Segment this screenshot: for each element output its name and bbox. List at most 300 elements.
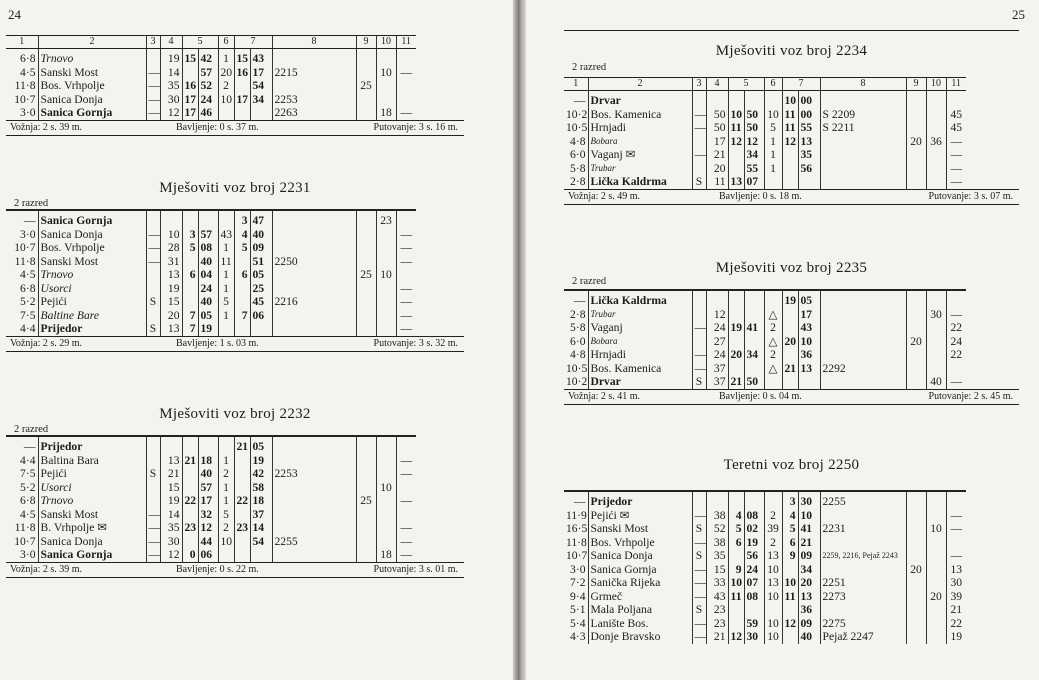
col-10-cell	[376, 255, 396, 269]
run-minutes-cell: 12	[160, 548, 182, 562]
col-9-cell	[906, 375, 926, 389]
run-minutes-cell: 21	[160, 467, 182, 481]
crossing-cell	[272, 268, 356, 282]
col-10-cell	[926, 348, 946, 362]
arrival-hour-cell	[728, 491, 744, 509]
col-11-cell: 13	[946, 563, 966, 577]
crossing-cell	[820, 603, 906, 617]
departure-minute-cell	[798, 375, 820, 389]
stop-code-cell: S	[692, 175, 706, 189]
arrival-minute-cell: 40	[198, 295, 218, 309]
stop-code-cell: —	[146, 508, 160, 522]
departure-hour-cell: 5	[782, 522, 798, 536]
departure-hour-cell: 3	[782, 491, 798, 509]
run-minutes-cell: 21	[706, 148, 728, 162]
stop-minutes-cell	[764, 603, 782, 617]
col-11-cell: —	[396, 548, 416, 562]
run-minutes-cell: 19	[160, 49, 182, 66]
distance-cell: 5·8	[570, 321, 586, 334]
column-number: 10	[376, 36, 396, 49]
stop-time: Bavljenje: 0 s. 04 m.	[719, 390, 802, 402]
run-minutes-cell: 13	[160, 454, 182, 468]
station-cell: Pejići	[38, 295, 146, 309]
crossing-cell	[820, 148, 906, 162]
col-9-cell	[906, 617, 926, 631]
station-cell: Bos. Kamenica	[588, 108, 692, 122]
table-row	[564, 348, 966, 362]
arrival-hour-cell	[182, 295, 198, 309]
distance-cell: 4·4	[20, 453, 36, 467]
col-9-cell	[356, 93, 376, 107]
run-minutes-cell	[706, 491, 728, 509]
col-11-cell	[396, 268, 416, 282]
arrival-minute-cell: 46	[198, 106, 218, 120]
table-row	[564, 121, 966, 135]
table-row	[564, 522, 966, 536]
col-10-cell	[926, 630, 946, 644]
col-10-cell	[926, 617, 946, 631]
col-10-cell	[926, 321, 946, 335]
distance-cell: 11·9	[566, 508, 587, 522]
run-minutes-cell: 20	[160, 309, 182, 323]
arrival-hour-cell: 6	[182, 268, 198, 282]
arrival-minute-cell	[744, 308, 764, 322]
departure-minute-cell: 34	[798, 563, 820, 577]
station-cell: Baltina Bara	[38, 454, 146, 468]
arrival-hour-cell: 7	[182, 309, 198, 323]
departure-minute-cell	[250, 322, 272, 336]
col-11-cell	[946, 491, 966, 509]
departure-minute-cell: 17	[250, 66, 272, 80]
arrival-hour-cell: 12	[728, 630, 744, 644]
arrival-hour-cell: 10	[728, 576, 744, 590]
travel-time: Vožnja: 2 s. 49 m.	[568, 190, 641, 202]
col-9-cell: 25	[356, 268, 376, 282]
arrival-hour-cell	[728, 617, 744, 631]
station-cell: Sanica Gornja	[588, 563, 692, 577]
stop-minutes-cell: 43	[218, 228, 234, 242]
run-minutes-cell: 15	[160, 481, 182, 495]
col-10-cell	[376, 282, 396, 296]
stop-minutes-cell: 1	[218, 481, 234, 495]
stop-minutes-cell: 13	[764, 576, 782, 590]
total-time: Putovanje: 3 s. 07 m.	[928, 190, 1013, 202]
distance-cell: 5·1	[570, 603, 586, 616]
station-cell: Sanička Rijeka	[588, 576, 692, 590]
table-row	[564, 91, 966, 108]
arrival-minute-cell: 19	[744, 536, 764, 550]
arrival-minute-cell: 24	[198, 93, 218, 107]
departure-minute-cell: 13	[798, 590, 820, 604]
crossing-cell: 2231	[820, 522, 906, 536]
arrival-minute-cell: 44	[198, 535, 218, 549]
run-minutes-cell: 13	[160, 322, 182, 336]
stop-code-cell: —	[692, 617, 706, 631]
col-9-cell	[906, 590, 926, 604]
col-11-cell: 22	[946, 617, 966, 631]
col-10-cell	[376, 322, 396, 336]
col-10-cell	[926, 549, 946, 563]
stop-code-cell	[692, 335, 706, 349]
arrival-minute-cell: 56	[744, 549, 764, 563]
departure-hour-cell	[234, 106, 250, 120]
run-minutes-cell: 50	[706, 121, 728, 135]
stop-minutes-cell: 5	[764, 121, 782, 135]
col-9-cell: 20	[906, 335, 926, 349]
col-10-cell	[926, 563, 946, 577]
col-11-cell	[396, 79, 416, 93]
col-11-cell: —	[946, 509, 966, 523]
crossing-cell	[820, 348, 906, 362]
arrival-minute-cell: 34	[744, 148, 764, 162]
departure-minute-cell: 20	[798, 576, 820, 590]
col-10-cell	[376, 241, 396, 255]
class-label: 2 razred	[14, 424, 49, 435]
col-9-cell	[356, 295, 376, 309]
stop-code-cell	[146, 268, 160, 282]
col-11-cell: 22	[946, 321, 966, 335]
arrival-hour-cell	[182, 210, 198, 228]
departure-minute-cell: 54	[250, 535, 272, 549]
run-minutes-cell: 15	[160, 295, 182, 309]
table-row	[6, 548, 416, 562]
col-10-cell: 23	[376, 210, 396, 228]
stop-code-cell: S	[692, 375, 706, 389]
stop-code-cell	[146, 210, 160, 228]
column-number: 7	[782, 78, 820, 91]
crossing-cell: 2263	[272, 106, 356, 120]
table-row	[564, 108, 966, 122]
crossing-cell: 2253	[272, 93, 356, 107]
crossing-cell: 2250	[272, 255, 356, 269]
table-row	[6, 228, 416, 242]
timetable-block	[564, 454, 1019, 644]
stop-minutes-cell: 11	[218, 255, 234, 269]
table-row	[6, 66, 416, 80]
travel-time: Vožnja: 2 s. 41 m.	[568, 390, 641, 402]
table-row	[564, 576, 966, 590]
distance-cell: 4·3	[570, 630, 586, 643]
arrival-hour-cell	[728, 148, 744, 162]
arrival-minute-cell: 57	[198, 481, 218, 495]
col-10-cell	[926, 148, 946, 162]
timetable	[564, 77, 966, 189]
departure-hour-cell: 20	[782, 335, 798, 349]
arrival-minute-cell: 19	[198, 322, 218, 336]
stop-minutes-cell: 1	[218, 282, 234, 296]
run-minutes-cell: 30	[160, 93, 182, 107]
arrival-minute-cell: 50	[744, 375, 764, 389]
total-time: Putovanje: 3 s. 32 m.	[373, 337, 458, 349]
distance-cell: 11·8	[14, 254, 36, 268]
timetable-footer	[6, 120, 464, 136]
run-minutes-cell: 23	[706, 617, 728, 631]
col-11-cell: —	[396, 454, 416, 468]
distance-cell: 10·7	[14, 534, 36, 548]
departure-minute-cell: 05	[250, 268, 272, 282]
col-9-cell	[356, 210, 376, 228]
table-row	[564, 375, 966, 389]
arrival-hour-cell: 5	[728, 522, 744, 536]
departure-hour-cell: 22	[234, 494, 250, 508]
station-cell: Trnovo	[38, 49, 146, 66]
departure-minute-cell: 18	[250, 494, 272, 508]
stop-minutes-cell: △	[764, 308, 782, 322]
departure-minute-cell: 05	[798, 290, 820, 308]
departure-hour-cell: 11	[782, 108, 798, 122]
departure-hour-cell: 4	[234, 228, 250, 242]
stop-minutes-cell: 2	[218, 521, 234, 535]
departure-minute-cell: 25	[250, 282, 272, 296]
total-time: Putovanje: 2 s. 45 m.	[928, 390, 1013, 402]
timetable-block	[564, 256, 1019, 405]
column-number: 8	[820, 78, 906, 91]
col-10-cell: 18	[376, 106, 396, 120]
column-number: 8	[272, 36, 356, 49]
crossing-cell: 2275	[820, 617, 906, 631]
col-11-cell: —	[946, 522, 966, 536]
col-10-cell: 30	[926, 308, 946, 322]
departure-hour-cell	[234, 282, 250, 296]
stop-code-cell	[692, 308, 706, 322]
col-10-cell	[926, 91, 946, 108]
col-11-cell: —	[396, 309, 416, 323]
stop-minutes-cell: △	[764, 335, 782, 349]
column-number: 11	[396, 36, 416, 49]
departure-hour-cell	[234, 454, 250, 468]
station-cell: Donje Bravsko	[588, 630, 692, 644]
col-9-cell	[906, 491, 926, 509]
departure-minute-cell: 43	[798, 321, 820, 335]
table-row	[6, 454, 416, 468]
crossing-cell: 2253	[272, 467, 356, 481]
arrival-minute-cell: 41	[744, 321, 764, 335]
arrival-hour-cell: 4	[728, 509, 744, 523]
crossing-cell	[820, 175, 906, 189]
run-minutes-cell: 43	[706, 590, 728, 604]
crossing-cell	[820, 162, 906, 176]
arrival-hour-cell: 21	[728, 375, 744, 389]
distance-cell: 11·8	[566, 535, 587, 549]
distance-cell: —	[23, 440, 36, 453]
arrival-hour-cell: 5	[182, 241, 198, 255]
col-10-cell	[376, 228, 396, 242]
col-10-cell	[926, 175, 946, 189]
run-minutes-cell: 23	[706, 603, 728, 617]
column-number: 3	[146, 36, 160, 49]
class-label: 2 razred	[14, 198, 49, 209]
departure-hour-cell: 21	[234, 436, 250, 454]
crossing-cell	[272, 79, 356, 93]
col-9-cell	[356, 282, 376, 296]
distance-cell: —	[573, 94, 586, 107]
run-minutes-cell	[160, 436, 182, 454]
distance-cell: 5·8	[570, 161, 586, 175]
arrival-minute-cell: 34	[744, 348, 764, 362]
col-9-cell	[906, 536, 926, 550]
stop-minutes-cell: 10	[764, 590, 782, 604]
table-row	[6, 508, 416, 522]
arrival-minute-cell: 40	[198, 255, 218, 269]
arrival-minute-cell: 40	[198, 467, 218, 481]
col-11-cell: 21	[946, 603, 966, 617]
station-cell: Pejići	[38, 467, 146, 481]
table-row	[6, 49, 416, 66]
page-number: 24	[8, 7, 21, 22]
station-cell: Hrnjadi	[588, 121, 692, 135]
crossing-cell	[272, 454, 356, 468]
stop-code-cell	[146, 309, 160, 323]
departure-hour-cell: 19	[782, 290, 798, 308]
station-cell: Sanica Gornja	[38, 210, 146, 228]
station-cell: Trubar	[588, 162, 692, 176]
table-row	[564, 536, 966, 550]
stop-minutes-cell: 1	[218, 494, 234, 508]
arrival-hour-cell	[182, 467, 198, 481]
table-row	[6, 93, 416, 107]
departure-hour-cell: 4	[782, 509, 798, 523]
timetable-footer	[564, 389, 1019, 405]
run-minutes-cell: 24	[706, 321, 728, 335]
col-9-cell: 20	[906, 563, 926, 577]
arrival-hour-cell	[182, 282, 198, 296]
timetable	[564, 289, 966, 389]
stop-minutes-cell: 1	[764, 162, 782, 176]
col-11-cell: 24	[946, 335, 966, 349]
table-row	[6, 521, 416, 535]
col-11-cell	[396, 93, 416, 107]
col-11-cell: —	[396, 66, 416, 80]
departure-minute-cell: 36	[798, 603, 820, 617]
table-row	[564, 135, 966, 149]
timetable	[6, 209, 416, 336]
crossing-cell: S 2211	[820, 121, 906, 135]
col-10-cell	[376, 295, 396, 309]
col-9-cell	[906, 509, 926, 523]
distance-cell: 10·2	[566, 107, 588, 121]
arrival-hour-cell: 17	[182, 93, 198, 107]
arrival-hour-cell: 6	[728, 536, 744, 550]
distance-cell: 16·5	[566, 522, 588, 535]
col-10-cell	[926, 108, 946, 122]
stop-minutes-cell	[218, 322, 234, 336]
col-9-cell	[356, 454, 376, 468]
column-number: 3	[692, 78, 706, 91]
arrival-hour-cell: 11	[728, 590, 744, 604]
total-time: Putovanje: 3 s. 16 m.	[373, 121, 458, 133]
crossing-cell	[272, 548, 356, 562]
crossing-cell	[820, 91, 906, 108]
departure-hour-cell: 12	[782, 617, 798, 631]
arrival-hour-cell: 3	[182, 228, 198, 242]
stop-minutes-cell: 10	[764, 630, 782, 644]
stop-code-cell: —	[692, 108, 706, 122]
distance-cell: 4·4	[20, 322, 36, 335]
departure-hour-cell: 10	[782, 576, 798, 590]
station-cell: Trubar	[588, 308, 692, 322]
distance-cell: 3·0	[570, 562, 586, 576]
station-cell: Drvar	[588, 91, 692, 108]
distance-cell: 10·7	[14, 241, 36, 254]
col-10-cell	[926, 576, 946, 590]
departure-minute-cell: 55	[798, 121, 820, 135]
crossing-cell	[272, 228, 356, 242]
arrival-hour-cell: 10	[728, 108, 744, 122]
stop-code-cell: —	[692, 509, 706, 523]
station-cell: Pejići ✉	[588, 509, 692, 523]
station-cell: Sanica Gornja	[38, 106, 146, 120]
timetable-block	[564, 30, 1019, 205]
stop-code-cell: —	[146, 255, 160, 269]
stop-code-cell: S	[692, 549, 706, 563]
departure-minute-cell	[798, 175, 820, 189]
distance-cell: 6·0	[570, 148, 586, 161]
arrival-hour-cell	[728, 308, 744, 322]
departure-minute-cell: 09	[798, 617, 820, 631]
col-10-cell	[376, 494, 396, 508]
departure-hour-cell: 12	[782, 135, 798, 149]
arrival-hour-cell: 17	[182, 106, 198, 120]
arrival-hour-cell: 13	[728, 175, 744, 189]
station-cell: Sanica Donja	[38, 93, 146, 107]
col-9-cell	[356, 255, 376, 269]
arrival-minute-cell: 57	[198, 66, 218, 80]
crossing-cell: 2251	[820, 576, 906, 590]
crossing-cell	[272, 241, 356, 255]
departure-minute-cell: 45	[250, 295, 272, 309]
stop-code-cell: —	[692, 563, 706, 577]
stop-time: Bavljenje: 0 s. 18 m.	[719, 190, 802, 202]
column-number: 10	[926, 78, 946, 91]
stop-code-cell: —	[692, 321, 706, 335]
col-10-cell	[376, 49, 396, 66]
station-cell: Sanski Most	[38, 508, 146, 522]
col-11-cell: —	[396, 295, 416, 309]
arrival-hour-cell	[728, 162, 744, 176]
departure-hour-cell: 10	[782, 91, 798, 108]
total-time: Putovanje: 3 s. 01 m.	[373, 563, 458, 575]
col-9-cell	[356, 548, 376, 562]
arrival-minute-cell	[744, 91, 764, 108]
departure-hour-cell	[234, 535, 250, 549]
stop-minutes-cell	[218, 548, 234, 562]
stop-minutes-cell: 10	[218, 535, 234, 549]
stop-code-cell	[692, 135, 706, 149]
run-minutes-cell: 19	[160, 282, 182, 296]
departure-hour-cell	[782, 162, 798, 176]
col-11-cell: —	[396, 494, 416, 508]
class-label: 2 razred	[572, 276, 607, 287]
col-9-cell	[906, 290, 926, 308]
stop-minutes-cell	[764, 290, 782, 308]
arrival-hour-cell	[182, 481, 198, 495]
distance-cell: 7·5	[20, 308, 36, 322]
stop-minutes-cell: 10	[764, 563, 782, 577]
departure-minute-cell: 17	[798, 308, 820, 322]
departure-hour-cell	[782, 308, 798, 322]
stop-minutes-cell: 5	[218, 508, 234, 522]
crossing-cell	[820, 509, 906, 523]
departure-minute-cell: 10	[798, 509, 820, 523]
book-gutter	[513, 0, 526, 680]
col-10-cell	[376, 93, 396, 107]
col-11-cell	[396, 436, 416, 454]
stop-code-cell	[146, 436, 160, 454]
stop-minutes-cell: 1	[764, 148, 782, 162]
column-number: 1	[6, 36, 38, 49]
stop-code-cell: —	[692, 348, 706, 362]
run-minutes-cell: 52	[706, 522, 728, 536]
